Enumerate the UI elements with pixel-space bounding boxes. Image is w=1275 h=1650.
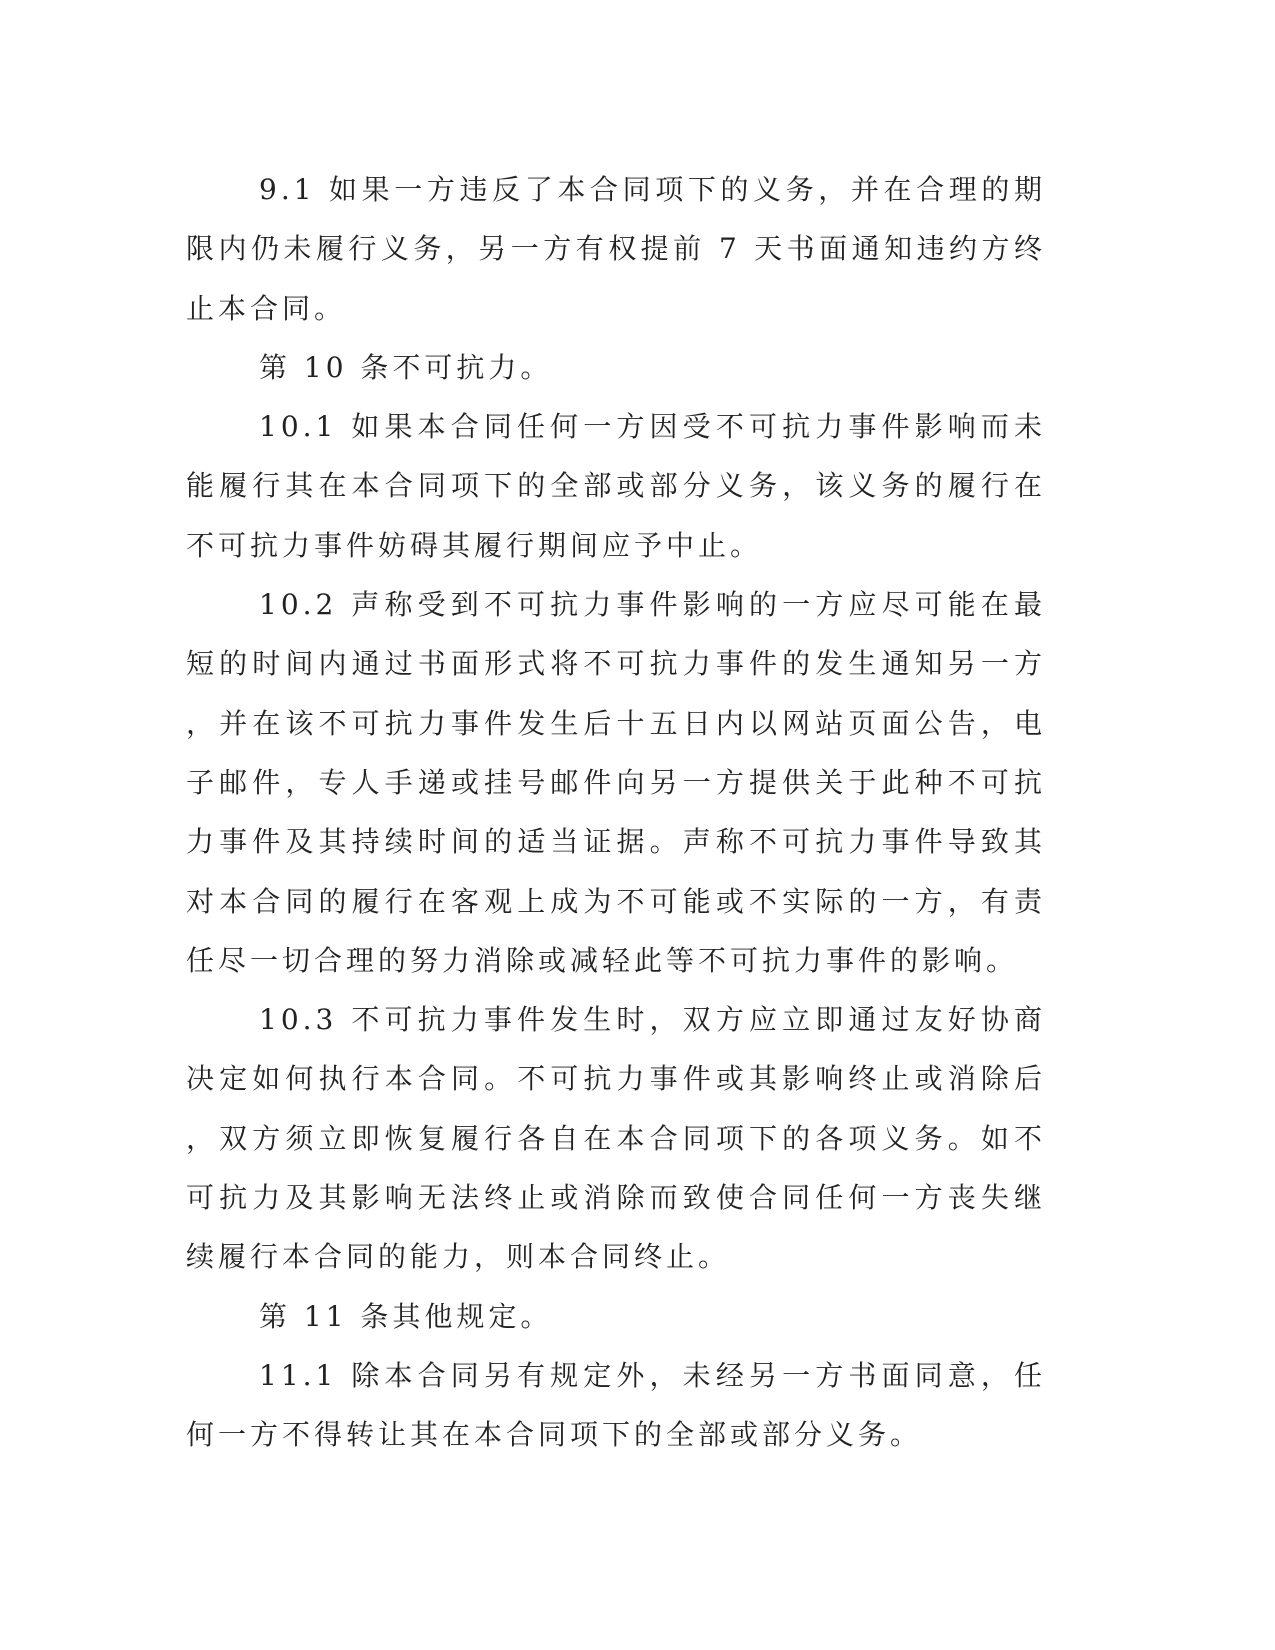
- article-11-heading: 第 11 条其他规定。: [259, 1299, 553, 1333]
- document-body: [186, 160, 1046, 1465]
- clause-11-1-paragraph: 11.1 除本合同另有规定外，未经另一方书面同意，任何一方不得转让其在本合同项下的全部或部分义务。: [186, 1358, 1046, 1452]
- clause-10-1-paragraph: 10.1 如果本合同任何一方因受不可抗力事件影响而未能履行其在本合同项下的全部或部分义务，该义务的履行在不可抗力事件妨碍其履行期间应予中止。: [186, 410, 1046, 562]
- article-10-heading: 第 10 条不可抗力。: [259, 350, 553, 384]
- clause-10-2-paragraph: 10.2 声称受到不可抗力事件影响的一方应尽可能在最短的时间内通过书面形式将不可抗力事件的发生通知另一方，并在该不可抗力事件发生后十五日内以网站页面公告，电子邮件，专人手递或挂号邮件向另一方提供关于此种不可抗力事件及其持续时间的适当证据。声称不可抗力事件导致其对本合同的履行在客观上成为不可能或不实际的一方，有责任尽一切合理的努力消除或减轻此等不可抗力事件的影响。: [186, 588, 1046, 977]
- clause-10-3-paragraph: 10.3 不可抗力事件发生时，双方应立即通过友好协商决定如何执行本合同。不可抗力事件或其影响终止或消除后，双方须立即恢复履行各自在本合同项下的各项义务。如不可抗力及其影响无法终止或消除而致使合同任何一方丧失继续履行本合同的能力，则本合同终止。: [186, 1003, 1046, 1274]
- clause-9-1-paragraph: 9.1 如果一方违反了本合同项下的义务，并在合理的期限内仍未履行义务，另一方有权提前 7 天书面通知违约方终止本合同。: [186, 173, 1046, 325]
